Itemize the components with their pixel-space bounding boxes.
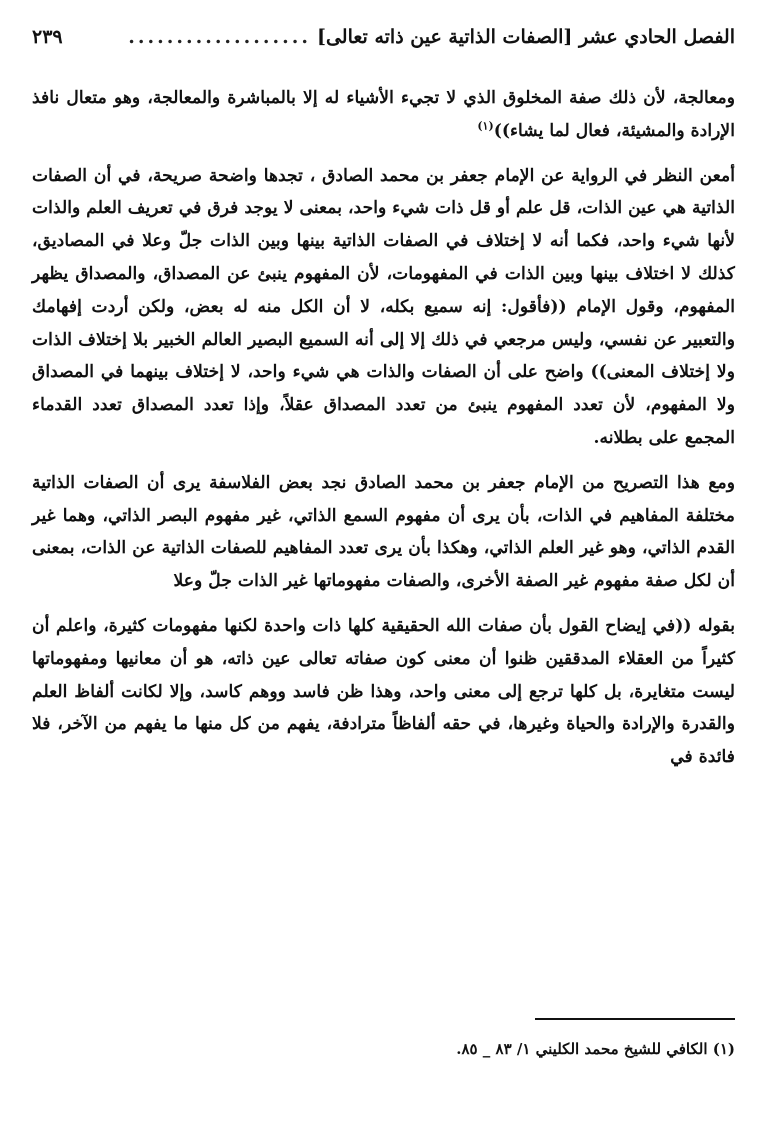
- footnote-reference[interactable]: (١): [477, 119, 494, 133]
- paragraph-3: ومع هذا التصريح من الإمام جعفر بن محمد الصادق نجد بعض الفلاسفة يرى أن الصفات الذاتية مختلفة المفاهيم في الذات، بأن يرى أن مفهوم السمع الذاتي، غير مفهوم البصر الذاتي، وهما غير القدم الذاتي، وهو غير العلم الذاتي، وهكذا بأن يرى تعدد المفاهيم للصفات الذاتية عن الذات، بمعنى أن لكل صفة مفهوم غير الصفة الأخرى، والصفات مفهوماتها غير الذات جلّ وعلا: [32, 472, 735, 592]
- footnote: (١) الكافي للشيخ محمد الكليني ١/ ٨٣ _ ٨٥.: [456, 1040, 735, 1058]
- page: [32, 22, 735, 786]
- main-text: [32, 82, 735, 774]
- header-dot-leader: ...................: [128, 26, 311, 48]
- running-header: [32, 22, 735, 52]
- paragraph-1: [32, 82, 735, 148]
- paragraph-4: بقوله ((في إيضاح القول بأن صفات الله الحقيقية كلها ذات واحدة لكنها مفهومات كثيرة، واعلم أن كثيراً من العقلاء المدققين ظنوا أن معنى كون صفاته تعالى عين ذاته، هو أن معانيها ومفهوماتها ليست متغايرة، بل كلها ترجع إلى معنى واحد، وهذا ظن فاسد ووهم كاسد، وإلا لكانت ألفاظ العلم والقدرة والإرادة والحياة وغيرها، في حقه ألفاظاً مترادفة، يفهم من كل منها ما يفهم من الآخر، فلا فائدة في: [32, 615, 735, 768]
- page-number: ٢٣٩: [32, 26, 63, 48]
- chapter-title: الفصل الحادي عشر [الصفات الذاتية عين ذاته تعالى]: [316, 26, 735, 48]
- footnote-separator: [535, 1018, 735, 1020]
- paragraph-1-text: ومعالجة، لأن ذلك صفة المخلوق الذي لا تجيء الأشياء له إلا بالمباشرة والمعالجة، وهو متعال نافذ الإرادة والمشيئة، فعال لما يشاء)): [32, 88, 735, 141]
- paragraph-2: أمعن النظر في الرواية عن الإمام جعفر بن محمد الصادق ، تجدها واضحة صريحة، في أن الصفات الذاتية هي عين الذات، قل علم أو قل ذات شيء واحد، بمعنى لا يوجد فرق في تعريف العلم والذات لأنها شيء واحد، فكما أنه لا إختلاف في الصفات الذاتية بينها وبين الذات جلّ وعلا في المصاديق، كذلك لا اختلاف بينها وبين الذات في المفهومات، لأن المفهوم ينبئ عن المصداق، والمصداق يظهر المفهوم، وقول الإمام ((فأقول: إنه سميع بكله، لا أن الكل منه له بعض، ولكن أردت إفهامك والتعبير عن نفسي، وليس مرجعي في ذلك إلا إلى أنه السميع البصير العالم الخبير بلا إختلاف الذات ولا إختلاف المعنى)) واضح على أن الصفات والذات هي شيء واحد، لا إختلاف بينهما في المصداق ولا المفهوم، لأن تعدد المفهوم ينبئ من تعدد المصداق عقلاً، وإذا تعدد المصداق تعدد القدماء المجمع على بطلانه.: [32, 165, 735, 448]
